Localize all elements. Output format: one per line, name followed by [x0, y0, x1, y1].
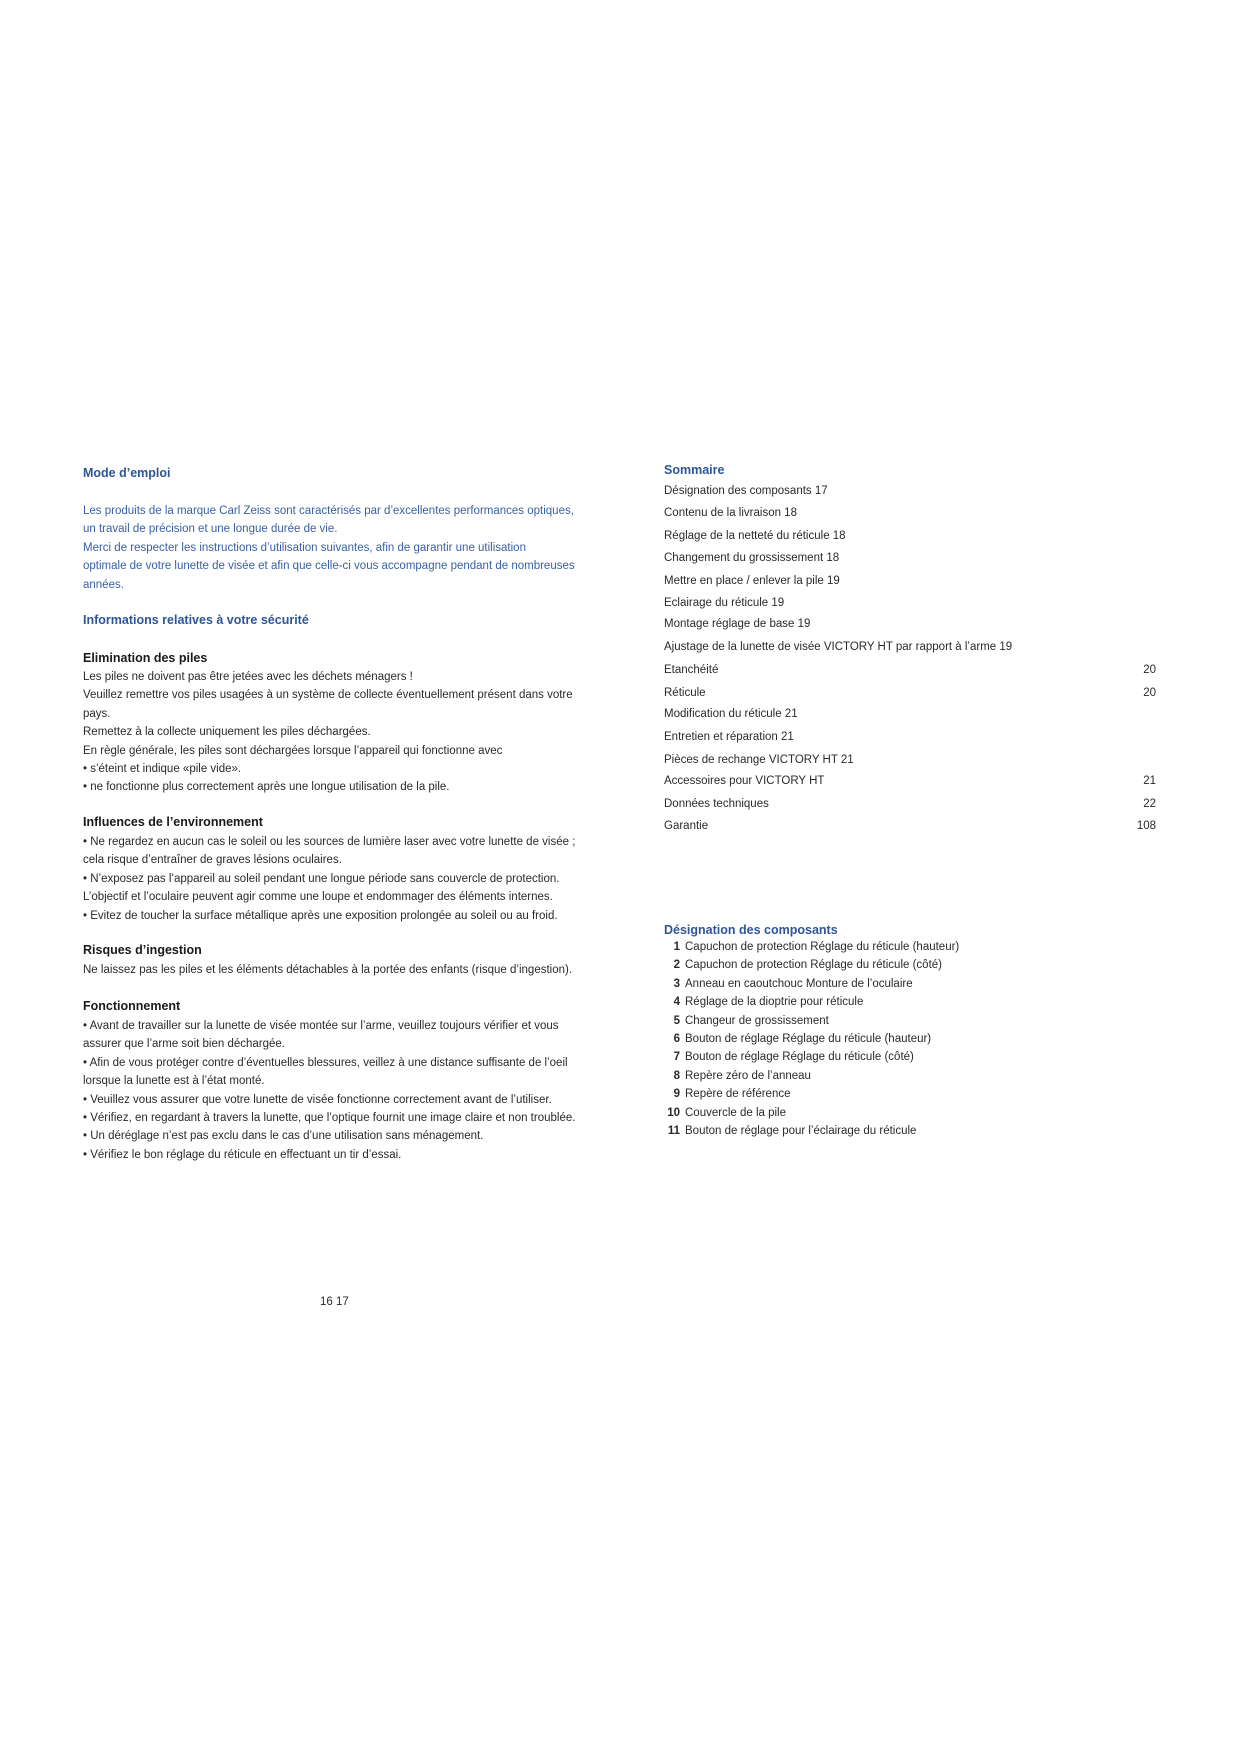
text-line: • Afin de vous protéger contre d’éventuelles blessures, veillez à une distance suffisante de l’oeil	[83, 1056, 568, 1069]
toc-item-label: Entretien et réparation 21	[664, 731, 794, 743]
toc-item-label: Réticule	[664, 687, 706, 699]
page-numbers: 16 17	[320, 1296, 349, 1308]
text-line: • Evitez de toucher la surface métallique après une exposition prolongée au soleil ou au froid.	[83, 909, 558, 922]
toc-item-label: Montage réglage de base 19	[664, 618, 811, 630]
toc-item	[664, 618, 1156, 636]
toc-item-label: Données techniques	[664, 798, 769, 810]
toc-item	[664, 641, 1156, 659]
component-label: Changeur de grossissement	[685, 1014, 829, 1027]
text-line: Ne laissez pas les piles et les éléments détachables à la portée des enfants (risque d’ingestion).	[83, 964, 573, 976]
component-item	[664, 996, 863, 1008]
toc-item-label: Pièces de rechange VICTORY HT 21	[664, 754, 854, 766]
toc-item-label: Changement du grossissement 18	[664, 552, 840, 564]
component-item	[664, 978, 913, 990]
text-line: • Veuillez vous assurer que votre lunette de visée fonctionne correctement avant de l’utiliser.	[83, 1093, 552, 1106]
text-line: En règle générale, les piles sont déchargées lorsque l’appareil qui fonctionne avec	[83, 744, 503, 757]
toc-item	[664, 754, 1156, 772]
toc-item-label: Modification du réticule 21	[664, 708, 798, 720]
component-item	[664, 1125, 916, 1137]
intro-line: un travail de précision et une longue durée de vie.	[83, 523, 338, 536]
component-label: Couvercle de la pile	[685, 1106, 787, 1119]
component-label: Repère de référence	[685, 1088, 791, 1101]
ingest-section	[83, 961, 572, 979]
component-number: 6	[673, 1033, 680, 1045]
toc-item	[664, 530, 1156, 548]
component-item	[664, 1107, 786, 1119]
toc-item-page: 108	[1136, 820, 1156, 832]
toc-item	[664, 731, 1156, 749]
ingest-heading: Risques d’ingestion	[83, 943, 202, 957]
toc-item	[664, 507, 1156, 525]
component-item	[664, 1015, 829, 1027]
toc-item-page: 21	[1143, 775, 1156, 787]
components-heading: Désignation des composants	[664, 923, 838, 937]
component-label: Bouton de réglage Réglage du réticule (hauteur)	[685, 1033, 932, 1045]
component-number: 5	[673, 1014, 680, 1027]
safety-heading: Informations relatives à votre sécurité	[83, 613, 309, 627]
intro-line: optimale de votre lunette de visée et afin que celle-ci vous accompagne pendant de nombreuses	[83, 560, 575, 573]
func-section	[83, 1017, 575, 1164]
env-heading: Influences de l’environnement	[83, 815, 263, 829]
text-line: • ne fonctionne plus correctement après une longue utilisation de la pile.	[83, 781, 450, 794]
toc-item	[664, 552, 1156, 570]
text-line: Veuillez remettre vos piles usagées à un système de collecte éventuellement présent dans votre	[83, 689, 573, 702]
text-line: pays.	[83, 707, 111, 720]
toc-item-label: Garantie	[664, 820, 709, 832]
text-line: • Avant de travailler sur la lunette de visée montée sur l’arme, veuillez toujours vérifier et vous	[83, 1020, 559, 1032]
text-line: • s’éteint et indique «pile vide».	[83, 763, 242, 776]
component-label: Bouton de réglage Réglage du réticule (côté)	[685, 1051, 914, 1064]
toc-item-page: 20	[1143, 664, 1156, 676]
component-number: 11	[667, 1125, 680, 1137]
toc-item	[664, 820, 1156, 838]
component-label: Capuchon de protection Réglage du réticule (côté)	[685, 959, 942, 972]
intro-line: années.	[83, 578, 124, 591]
text-line: • Ne regardez en aucun cas le soleil ou les sources de lumière laser avec votre lunette de visée ;	[83, 836, 576, 848]
intro-line: Merci de respecter les instructions d’utilisation suivantes, afin de garantir une utilisation	[83, 541, 526, 554]
toc-item-page: 20	[1143, 687, 1156, 699]
component-item	[664, 941, 959, 953]
text-line: • Vérifiez le bon réglage du réticule en effectuant un tir d’essai.	[83, 1148, 402, 1161]
toc-item-label: Désignation des composants 17	[664, 485, 828, 497]
text-line: L’objectif et l’oculaire peuvent agir comme une loupe et endommager des éléments internes.	[83, 891, 553, 904]
toc-heading: Sommaire	[664, 463, 725, 477]
toc-item-label: Réglage de la netteté du réticule 18	[664, 530, 846, 542]
component-number: 10	[667, 1106, 680, 1119]
component-label: Capuchon de protection Réglage du réticule (hauteur)	[685, 941, 960, 953]
toc-item	[664, 485, 1156, 503]
env-section	[83, 833, 575, 925]
page-title: Mode d’emploi	[83, 466, 171, 480]
toc-item	[664, 687, 1156, 705]
component-number: 8	[673, 1069, 680, 1082]
component-number: 4	[673, 996, 680, 1009]
toc-item-label: Accessoires pour VICTORY HT	[664, 775, 825, 787]
toc-item-page: 22	[1143, 798, 1156, 810]
toc-item	[664, 798, 1156, 816]
text-line: assurer que l’arme soit bien déchargée.	[83, 1038, 286, 1051]
toc-item	[664, 664, 1156, 682]
component-label: Anneau en caoutchouc Monture de l’oculaire	[685, 977, 913, 990]
text-line: Les piles ne doivent pas être jetées avec les déchets ménagers !	[83, 671, 413, 683]
piles-heading: Elimination des piles	[83, 651, 208, 665]
toc-item	[664, 775, 1156, 793]
toc-item	[664, 597, 1156, 615]
text-line: Remettez à la collecte uniquement les piles déchargées.	[83, 726, 371, 739]
text-line: lorsque la lunette est à l’état monté.	[83, 1075, 265, 1088]
text-line: • Un déréglage n’est pas exclu dans le cas d’une utilisation sans ménagement.	[83, 1130, 484, 1143]
component-number: 2	[673, 959, 680, 972]
component-label: Repère zéro de l’anneau	[685, 1069, 811, 1082]
component-number: 3	[673, 977, 680, 990]
component-item	[664, 1088, 790, 1100]
component-label: Bouton de réglage pour l’éclairage du réticule	[685, 1125, 917, 1137]
toc-item-label: Contenu de la livraison 18	[664, 507, 797, 519]
toc-item-label: Eclairage du réticule 19	[664, 597, 785, 609]
component-number: 1	[673, 941, 680, 953]
component-item	[664, 1070, 811, 1082]
toc-item-label: Mettre en place / enlever la pile 19	[664, 575, 840, 587]
component-item	[664, 1051, 914, 1063]
component-number: 7	[673, 1051, 680, 1064]
text-line: cela risque d’entraîner de graves lésions oculaires.	[83, 854, 342, 867]
toc-item-label: Etanchéité	[664, 664, 719, 676]
toc-item-label: Ajustage de la lunette de visée VICTORY HT par rapport à l’arme 19	[664, 641, 1013, 653]
text-line: • Vérifiez, en regardant à travers la lunette, que l’optique fournit une image claire et non troublée.	[83, 1112, 576, 1125]
component-number: 9	[673, 1088, 680, 1101]
intro-paragraph	[83, 502, 575, 594]
toc-item	[664, 708, 1156, 726]
component-item	[664, 1033, 931, 1045]
func-heading: Fonctionnement	[83, 999, 181, 1013]
component-item	[664, 959, 942, 971]
component-label: Réglage de la dioptrie pour réticule	[685, 996, 864, 1009]
toc-item	[664, 575, 1156, 593]
text-line: • N’exposez pas l’appareil au soleil pendant une longue période sans couvercle de protection.	[83, 872, 560, 885]
piles-section	[83, 668, 573, 797]
intro-line: Les produits de la marque Carl Zeiss sont caractérisés par d’excellentes performances optiques,	[83, 505, 574, 517]
